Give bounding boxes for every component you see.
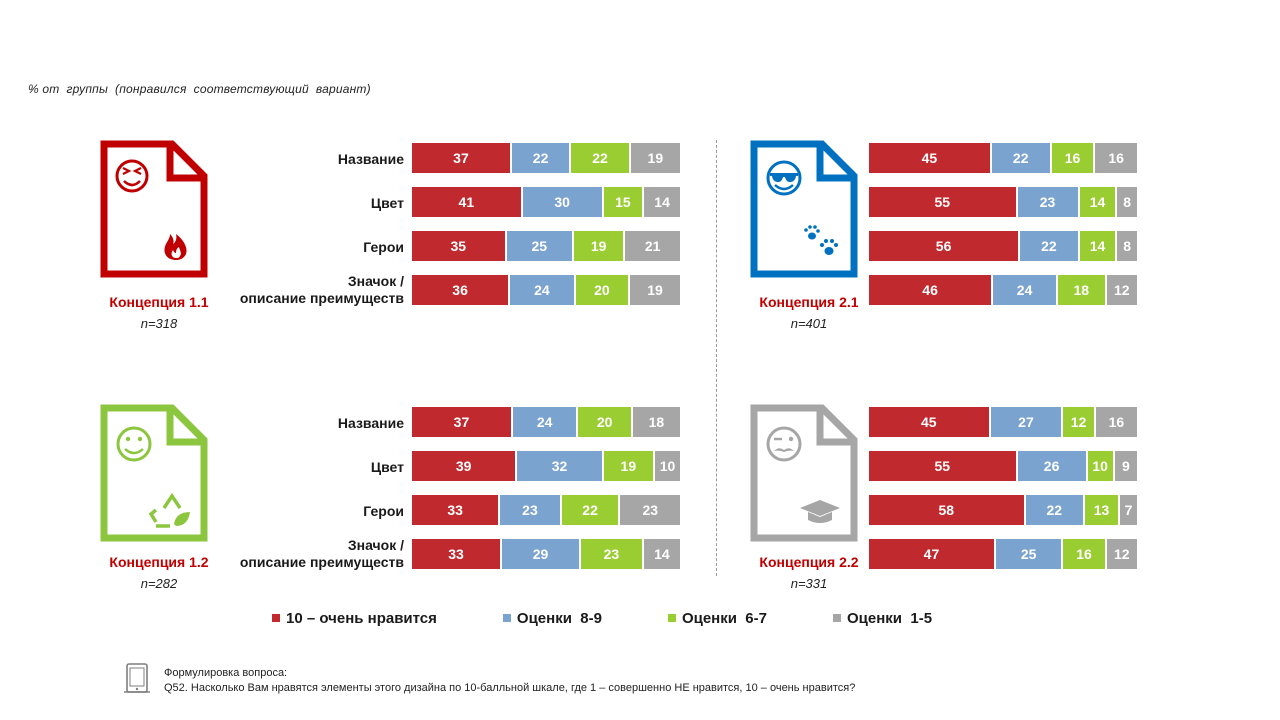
question-heading: Формулировка вопроса: <box>164 667 288 679</box>
bar-segment: 10 <box>1088 451 1115 481</box>
row-label: Значок / описание преимуществ <box>239 273 404 306</box>
bar-segment: 32 <box>517 451 603 481</box>
bar-segment: 41 <box>412 187 523 217</box>
panel-concept-2-1 <box>750 140 1280 340</box>
mustache-face-graduation-cap-document-icon <box>750 404 858 542</box>
bar-segment: 35 <box>412 231 507 261</box>
bar-segment: 45 <box>869 143 992 173</box>
concept-title: Концепция 1.1 <box>109 294 209 310</box>
panel-concept-1-2 <box>100 404 700 604</box>
question-wording <box>164 666 855 696</box>
bar-segment: 12 <box>1107 275 1139 305</box>
bar-row <box>412 187 682 217</box>
bar-segment: 8 <box>1117 231 1139 261</box>
bar-segment: 56 <box>869 231 1020 261</box>
bar-segment: 19 <box>630 275 682 305</box>
bar-segment: 14 <box>644 539 682 569</box>
bar-row <box>869 187 1139 217</box>
concept-sample-size: n=401 <box>790 316 828 331</box>
row-label: Герои <box>363 503 404 519</box>
bar-row <box>412 407 682 437</box>
bar-segment: 18 <box>633 407 682 437</box>
legend-item <box>668 610 767 627</box>
concept-title: Концепция 2.2 <box>759 554 859 570</box>
legend-swatch <box>503 614 511 622</box>
bar-segment: 20 <box>578 407 633 437</box>
legend-item <box>272 610 437 627</box>
bar-row <box>869 143 1139 173</box>
legend-label: Оценки 6-7 <box>681 609 767 627</box>
bar-rows <box>869 407 1139 597</box>
bar-segment: 23 <box>620 495 681 525</box>
bar-segment: 33 <box>412 495 500 525</box>
bar-segment: 23 <box>500 495 561 525</box>
bar-row <box>412 495 682 525</box>
bar-segment: 16 <box>1095 143 1139 173</box>
bar-segment: 33 <box>412 539 502 569</box>
bar-row <box>412 539 682 569</box>
bar-segment: 23 <box>581 539 644 569</box>
tablet-icon <box>124 662 150 694</box>
bar-rows <box>412 143 682 333</box>
bar-segment: 20 <box>576 275 631 305</box>
bar-segment: 19 <box>604 451 655 481</box>
bar-segment: 55 <box>869 451 1018 481</box>
bar-segment: 12 <box>1107 539 1139 569</box>
bar-segment: 8 <box>1117 187 1139 217</box>
bar-segment: 13 <box>1085 495 1120 525</box>
legend-label: Оценки 1-5 <box>847 609 933 627</box>
legend-item <box>833 610 932 627</box>
bar-segment: 47 <box>869 539 996 569</box>
question-text: Q52. Насколько Вам нравятся элементы этого дизайна по 10-балльной шкале, где 1 – совершенно НЕ нравится, 10 – очень нравится? <box>164 682 856 694</box>
concept-sample-size: n=318 <box>140 316 178 331</box>
concept-sample-size: n=282 <box>140 576 178 591</box>
bar-row <box>869 275 1139 305</box>
bar-segment: 55 <box>869 187 1018 217</box>
panel-concept-2-2 <box>750 404 1280 604</box>
row-label: Цвет <box>370 195 404 211</box>
bar-segment: 14 <box>1080 187 1118 217</box>
bar-segment: 24 <box>510 275 575 305</box>
bar-segment: 16 <box>1052 143 1096 173</box>
legend-swatch <box>668 614 676 622</box>
bar-segment: 18 <box>1058 275 1107 305</box>
bar-row <box>869 495 1139 525</box>
row-labels <box>100 140 404 340</box>
bar-segment: 15 <box>604 187 645 217</box>
bar-segment: 37 <box>412 143 512 173</box>
chart-legend <box>272 608 932 628</box>
bar-row <box>869 539 1139 569</box>
bar-segment: 27 <box>991 407 1064 437</box>
bar-segment: 19 <box>574 231 625 261</box>
bar-segment: 7 <box>1120 495 1139 525</box>
bar-segment: 24 <box>513 407 578 437</box>
bar-segment: 37 <box>412 407 513 437</box>
row-labels <box>100 404 404 604</box>
row-label: Цвет <box>370 459 404 475</box>
bar-segment: 14 <box>1080 231 1118 261</box>
row-label: Значок / описание преимуществ <box>239 537 404 570</box>
bar-segment: 22 <box>1020 231 1079 261</box>
bar-segment: 22 <box>562 495 621 525</box>
bar-segment: 25 <box>996 539 1064 569</box>
bar-segment: 29 <box>502 539 581 569</box>
bar-segment: 19 <box>631 143 682 173</box>
bar-segment: 26 <box>1018 451 1088 481</box>
bar-segment: 46 <box>869 275 993 305</box>
bar-row <box>412 143 682 173</box>
bar-segment: 30 <box>523 187 604 217</box>
concept-title: Концепция 2.1 <box>759 294 859 310</box>
bar-segment: 24 <box>993 275 1058 305</box>
bar-row <box>869 231 1139 261</box>
bar-row <box>412 231 682 261</box>
row-label: Название <box>337 415 404 431</box>
bar-row <box>869 451 1139 481</box>
bar-segment: 22 <box>992 143 1052 173</box>
concept-sample-size: n=331 <box>790 576 828 591</box>
concept-title: Концепция 1.2 <box>109 554 209 570</box>
bar-rows <box>869 143 1139 333</box>
bar-segment: 36 <box>412 275 510 305</box>
bar-segment: 39 <box>412 451 517 481</box>
bar-rows <box>412 407 682 597</box>
bar-segment: 14 <box>644 187 682 217</box>
bar-segment: 23 <box>1018 187 1080 217</box>
bar-segment: 10 <box>655 451 682 481</box>
bar-segment: 22 <box>512 143 571 173</box>
row-label: Герои <box>363 239 404 255</box>
row-label: Название <box>337 151 404 167</box>
bar-segment: 22 <box>571 143 630 173</box>
legend-swatch <box>833 614 841 622</box>
bar-segment: 25 <box>507 231 575 261</box>
legend-label: 10 – очень нравится <box>286 609 437 627</box>
bar-row <box>412 275 682 305</box>
sunglasses-face-paws-document-icon <box>750 140 858 278</box>
bar-segment: 12 <box>1063 407 1095 437</box>
bar-row <box>869 407 1139 437</box>
bar-segment: 21 <box>625 231 682 261</box>
bar-segment: 16 <box>1096 407 1139 437</box>
legend-swatch <box>272 614 280 622</box>
bar-segment: 45 <box>869 407 991 437</box>
chart-subtitle: % от группы (понравился соответствующий вариант) <box>28 82 371 96</box>
bar-segment: 22 <box>1026 495 1085 525</box>
legend-item <box>503 610 602 627</box>
panel-divider <box>716 140 717 576</box>
bar-segment: 16 <box>1063 539 1106 569</box>
bar-segment: 9 <box>1115 451 1139 481</box>
panel-concept-1-1 <box>100 140 700 340</box>
legend-label: Оценки 8-9 <box>516 609 602 627</box>
bar-segment: 58 <box>869 495 1026 525</box>
bar-row <box>412 451 682 481</box>
